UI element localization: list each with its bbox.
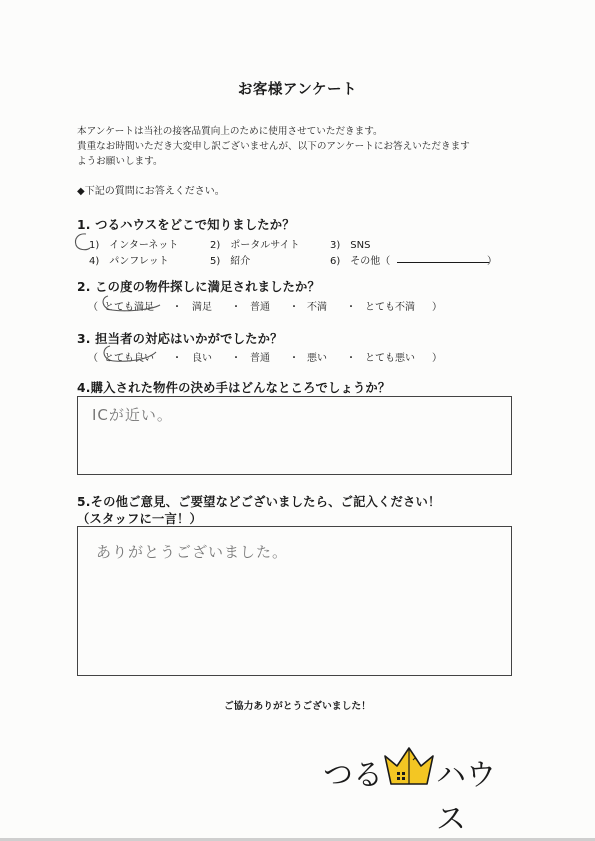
q3-sep: ・ [289, 353, 299, 364]
q2-option-satisfied[interactable]: 満足 [192, 302, 212, 313]
logo-text-right: ハウス [436, 758, 496, 837]
question-5-title: 5.その他ご意見、ご要望などございましたら、ご記入ください！ [77, 495, 441, 509]
question-4-title: 4.購入された物件の決め手はどんなところでしょうか？ [77, 381, 391, 395]
logo-text-left: つる [323, 758, 383, 793]
intro-line: ようお願いします。 [77, 156, 163, 167]
intro-line: 貴重なお時間いただき大変申し訳ございませんが、以下のアンケートにお答えいただきます [77, 141, 470, 152]
q3-sep: ・ [231, 353, 241, 364]
q1-selection-circle-mark [72, 231, 102, 253]
house-crane-icon [383, 742, 435, 786]
q2-sep: ・ [231, 302, 241, 313]
company-logo [323, 750, 513, 837]
q1-option-referral[interactable]: 5) 紹介 [210, 256, 251, 267]
q2-close-paren: ） [432, 302, 442, 313]
question-1-title: 1. つるハウスをどこで知りましたか？ [77, 218, 295, 232]
q5-handwritten-answer: ありがとうございました。 [96, 543, 289, 561]
q2-option-very-satisfied[interactable]: とても満足 [104, 302, 154, 313]
q2-option-very-dissatisfied[interactable]: とても不満 [365, 302, 415, 313]
intro-line: 本アンケートは当社の接客品質向上のために使用させていただきます。 [77, 126, 383, 137]
q1-option-pamphlet[interactable]: 4) パンフレット [89, 256, 169, 267]
q3-option-good[interactable]: 良い [192, 353, 212, 364]
q2-option-neutral[interactable]: 普通 [250, 302, 270, 313]
intro-text [77, 124, 527, 169]
q1-option-portal[interactable]: 2) ポータルサイト [210, 240, 300, 251]
q1-other-fill-line[interactable] [397, 262, 489, 263]
q2-open-paren: （ [88, 302, 98, 313]
q3-sep: ・ [172, 353, 182, 364]
q2-sep: ・ [172, 302, 182, 313]
q4-handwritten-answer: ICが近い。 [92, 406, 173, 424]
q2-option-dissatisfied[interactable]: 不満 [307, 302, 327, 313]
question-2-title: 2. この度の物件探しに満足されましたか？ [77, 280, 321, 294]
question-3-title: 3. 担当者の対応はいかがでしたか？ [77, 332, 283, 346]
q1-other-close-paren: ） [487, 256, 497, 267]
q1-option-sns[interactable]: 3) SNS [330, 240, 371, 251]
q3-option-very-bad[interactable]: とても悪い [365, 353, 415, 364]
question-5-subtitle: （スタッフに一言！） [77, 512, 202, 526]
q2-sep: ・ [289, 302, 299, 313]
q1-option-internet[interactable]: 1) インターネット [89, 240, 179, 251]
footer-thanks: ご協力ありがとうございました！ [224, 701, 371, 712]
q3-option-very-good[interactable]: とても良い [104, 353, 154, 364]
q2-sep: ・ [346, 302, 356, 313]
q2-selection-circle-mark [96, 290, 166, 314]
q5-answer-box[interactable] [77, 526, 512, 676]
q1-option-other[interactable]: 6) その他（ [330, 256, 391, 267]
instruction-text: ◆下記の質問にお答えください。 [77, 186, 225, 197]
q3-open-paren: （ [88, 353, 98, 364]
page-title: お客様アンケート [237, 82, 358, 98]
q3-option-bad[interactable]: 悪い [307, 353, 327, 364]
q3-selection-circle-mark [96, 340, 166, 364]
q3-sep: ・ [346, 353, 356, 364]
q3-close-paren: ） [432, 353, 442, 364]
q4-answer-box[interactable] [77, 396, 512, 475]
q3-option-neutral[interactable]: 普通 [250, 353, 270, 364]
